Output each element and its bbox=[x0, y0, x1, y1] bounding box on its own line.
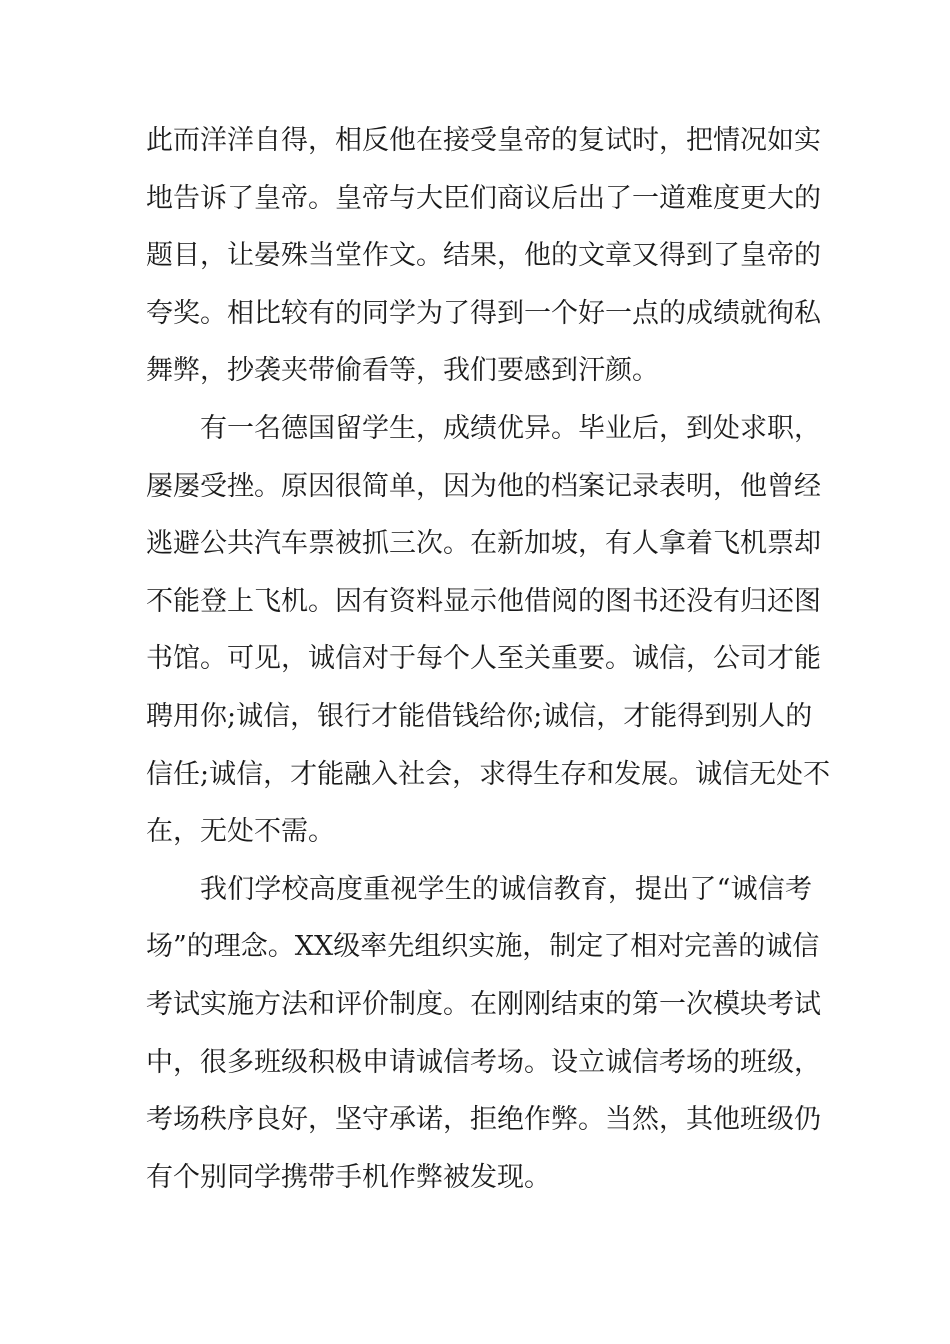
text-line: 考场秩序良好，坚守承诺，拒绝作弊。当然，其他班级仍 bbox=[146, 1104, 821, 1136]
text-line: 在，无处不需。 bbox=[146, 816, 335, 848]
text-line: 书馆。可见，诚信对于每个人至关重要。诚信，公司才能 bbox=[146, 643, 821, 675]
text-line: 场”的理念。XX级率先组织实施，制定了相对完善的诚信 bbox=[146, 931, 820, 963]
text-line: 中，很多班级积极申请诚信考场。设立诚信考场的班级， bbox=[146, 1046, 821, 1078]
text-line: 地告诉了皇帝。皇帝与大臣们商议后出了一道难度更大的 bbox=[146, 182, 821, 214]
text-line: 舞弊，抄袭夹带偷看等，我们要感到汗颜。 bbox=[146, 355, 659, 387]
text-line: 逃避公共汽车票被抓三次。在新加坡，有人拿着飞机票却 bbox=[146, 528, 821, 560]
text-line: 屡屡受挫。原因很简单，因为他的档案记录表明，他曾经 bbox=[146, 470, 821, 502]
text-line: 此而洋洋自得，相反他在接受皇帝的复试时，把情况如实 bbox=[146, 125, 821, 156]
body-text bbox=[146, 112, 831, 1206]
text-line: 考试实施方法和评价制度。在刚刚结束的第一次模块考试 bbox=[146, 988, 821, 1020]
text-line: 有个别同学携带手机作弊被发现。 bbox=[146, 1161, 551, 1193]
text-line: 聘用你;诚信，银行才能借钱给你;诚信，才能得到别人的 bbox=[146, 700, 813, 732]
text-line: 有一名德国留学生，成绩优异。毕业后，到处求职， bbox=[200, 412, 821, 444]
text-line: 题目，让晏殊当堂作文。结果，他的文章又得到了皇帝的 bbox=[146, 240, 821, 272]
text-line: 信任;诚信，才能融入社会，求得生存和发展。诚信无处不 bbox=[146, 758, 831, 790]
text-line: 夸奖。相比较有的同学为了得到一个好一点的成绩就徇私 bbox=[146, 297, 821, 329]
text-line: 不能登上飞机。因有资料显示他借阅的图书还没有归还图 bbox=[146, 585, 821, 617]
text-line: 我们学校高度重视学生的诚信教育，提出了“诚信考 bbox=[200, 873, 812, 905]
